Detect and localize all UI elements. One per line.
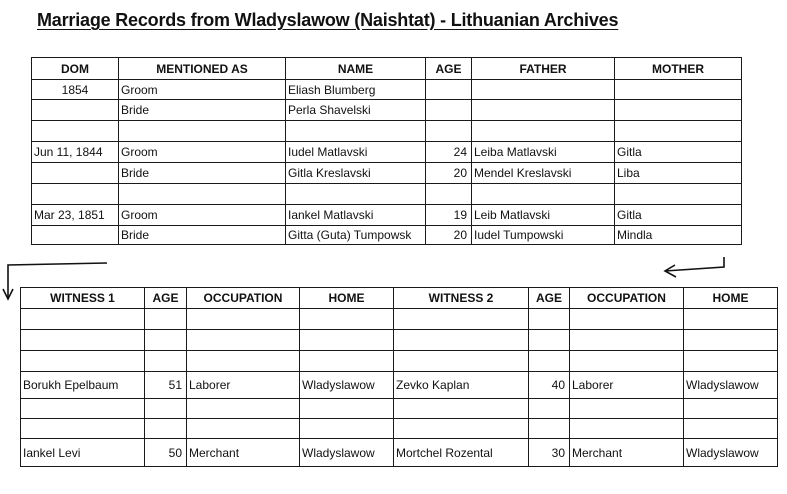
mother-cell: Mindla: [615, 226, 742, 245]
table-row: [32, 226, 742, 245]
age-cell: [426, 121, 472, 142]
mentioned-as-cell: Bride: [119, 226, 286, 245]
witness-2-cell: [394, 330, 529, 351]
home-2-cell: [684, 399, 778, 419]
table-row: [32, 80, 742, 100]
home-1-cell: [300, 330, 394, 351]
header-mother: MOTHER: [615, 58, 742, 80]
age-1-cell: [145, 419, 187, 439]
header-dom: DOM: [32, 58, 119, 80]
mother-cell: [615, 121, 742, 142]
witness-1-cell: Borukh Epelbaum: [21, 372, 145, 399]
witness-2-cell: [394, 399, 529, 419]
occupation-2-cell: Laborer: [570, 372, 684, 399]
age-2-cell: 40: [529, 372, 570, 399]
age-2-cell: [529, 330, 570, 351]
mother-cell: Gitla: [615, 205, 742, 226]
occupation-2-cell: [570, 399, 684, 419]
witness-1-cell: [21, 419, 145, 439]
witness-1-cell: [21, 351, 145, 372]
marriage-records-table: [31, 57, 742, 245]
table-row: [32, 163, 742, 184]
mentioned-as-cell: Groom: [119, 205, 286, 226]
home-1-cell: [300, 399, 394, 419]
father-cell: Leiba Matlavski: [472, 142, 615, 163]
age-cell: [426, 184, 472, 205]
header-occupation-2: OCCUPATION: [570, 288, 684, 309]
home-2-cell: Wladyslawow: [684, 439, 778, 467]
header-witness-1: WITNESS 1: [21, 288, 145, 309]
table-row: [21, 419, 778, 439]
table-row: [21, 372, 778, 399]
mentioned-as-cell: [119, 121, 286, 142]
age-1-cell: [145, 330, 187, 351]
header-mentioned-as: MENTIONED AS: [119, 58, 286, 80]
father-cell: Leib Matlavski: [472, 205, 615, 226]
dom-cell: 1854: [32, 80, 119, 100]
father-cell: [472, 184, 615, 205]
witness-2-cell: Mortchel Rozental: [394, 439, 529, 467]
witness-header-row: [21, 288, 778, 309]
table-row: [21, 330, 778, 351]
home-2-cell: [684, 351, 778, 372]
mentioned-as-cell: Bride: [119, 163, 286, 184]
home-2-cell: [684, 419, 778, 439]
witnesses-table: [20, 287, 778, 467]
mentioned-as-cell: Groom: [119, 80, 286, 100]
name-cell: Eliash Blumberg: [286, 80, 426, 100]
name-cell: [286, 184, 426, 205]
age-1-cell: [145, 351, 187, 372]
name-cell: Iankel Matlavski: [286, 205, 426, 226]
witness-1-cell: [21, 309, 145, 330]
occupation-1-cell: [187, 399, 300, 419]
dom-cell: Mar 23, 1851: [32, 205, 119, 226]
header-father: FATHER: [472, 58, 615, 80]
mother-cell: [615, 184, 742, 205]
header-row: [32, 58, 742, 80]
page-title: Marriage Records from Wladyslawow (Naishtat) - Lithuanian Archives: [37, 10, 619, 30]
dom-cell: [32, 184, 119, 205]
age-2-cell: [529, 309, 570, 330]
mentioned-as-cell: Groom: [119, 142, 286, 163]
dom-cell: [32, 226, 119, 245]
table-row: [32, 205, 742, 226]
occupation-2-cell: [570, 330, 684, 351]
witness-2-cell: [394, 419, 529, 439]
home-1-cell: Wladyslawow: [300, 439, 394, 467]
occupation-1-cell: [187, 351, 300, 372]
age-cell: 20: [426, 226, 472, 245]
header-home-2: HOME: [684, 288, 778, 309]
age-cell: 20: [426, 163, 472, 184]
father-cell: Iudel Tumpowski: [472, 226, 615, 245]
age-1-cell: 51: [145, 372, 187, 399]
name-cell: Gitla Kreslavski: [286, 163, 426, 184]
dom-cell: [32, 100, 119, 121]
mother-cell: Liba: [615, 163, 742, 184]
header-occupation-1: OCCUPATION: [187, 288, 300, 309]
home-2-cell: [684, 309, 778, 330]
age-1-cell: [145, 309, 187, 330]
table-row: [21, 439, 778, 467]
age-1-cell: [145, 399, 187, 419]
occupation-1-cell: [187, 330, 300, 351]
home-2-cell: [684, 330, 778, 351]
mother-cell: [615, 80, 742, 100]
witness-1-cell: [21, 399, 145, 419]
dom-cell: [32, 121, 119, 142]
occupation-2-cell: Merchant: [570, 439, 684, 467]
continuation-arrow-right-icon: [660, 255, 740, 283]
table-row: [32, 184, 742, 205]
header-age-1: AGE: [145, 288, 187, 309]
dom-cell: Jun 11, 1844: [32, 142, 119, 163]
age-cell: 19: [426, 205, 472, 226]
table-row: [32, 100, 742, 121]
table-row: [32, 121, 742, 142]
table-row: [32, 142, 742, 163]
name-cell: [286, 121, 426, 142]
age-1-cell: 50: [145, 439, 187, 467]
occupation-1-cell: Merchant: [187, 439, 300, 467]
home-1-cell: Wladyslawow: [300, 372, 394, 399]
occupation-1-cell: [187, 419, 300, 439]
name-cell: Gitta (Guta) Tumpowsk: [286, 226, 426, 245]
mother-cell: [615, 100, 742, 121]
home-1-cell: [300, 419, 394, 439]
father-cell: [472, 80, 615, 100]
table-row: [21, 399, 778, 419]
occupation-1-cell: [187, 309, 300, 330]
name-cell: Perla Shavelski: [286, 100, 426, 121]
occupation-2-cell: [570, 309, 684, 330]
father-cell: [472, 121, 615, 142]
header-age-2: AGE: [529, 288, 570, 309]
occupation-2-cell: [570, 419, 684, 439]
age-2-cell: [529, 351, 570, 372]
age-cell: 24: [426, 142, 472, 163]
table-row: [21, 351, 778, 372]
header-witness-2: WITNESS 2: [394, 288, 529, 309]
mentioned-as-cell: Bride: [119, 100, 286, 121]
witness-1-cell: [21, 330, 145, 351]
witness-1-cell: Iankel Levi: [21, 439, 145, 467]
witness-2-cell: [394, 309, 529, 330]
header-home-1: HOME: [300, 288, 394, 309]
witness-2-cell: [394, 351, 529, 372]
father-cell: Mendel Kreslavski: [472, 163, 615, 184]
name-cell: Iudel Matlavski: [286, 142, 426, 163]
home-1-cell: [300, 309, 394, 330]
header-age: AGE: [426, 58, 472, 80]
occupation-1-cell: Laborer: [187, 372, 300, 399]
mentioned-as-cell: [119, 184, 286, 205]
age-cell: [426, 100, 472, 121]
father-cell: [472, 100, 615, 121]
table-row: [21, 309, 778, 330]
occupation-2-cell: [570, 351, 684, 372]
mother-cell: Gitla: [615, 142, 742, 163]
age-cell: [426, 80, 472, 100]
age-2-cell: 30: [529, 439, 570, 467]
age-2-cell: [529, 419, 570, 439]
home-1-cell: [300, 351, 394, 372]
age-2-cell: [529, 399, 570, 419]
witness-2-cell: Zevko Kaplan: [394, 372, 529, 399]
dom-cell: [32, 163, 119, 184]
home-2-cell: Wladyslawow: [684, 372, 778, 399]
header-name: NAME: [286, 58, 426, 80]
